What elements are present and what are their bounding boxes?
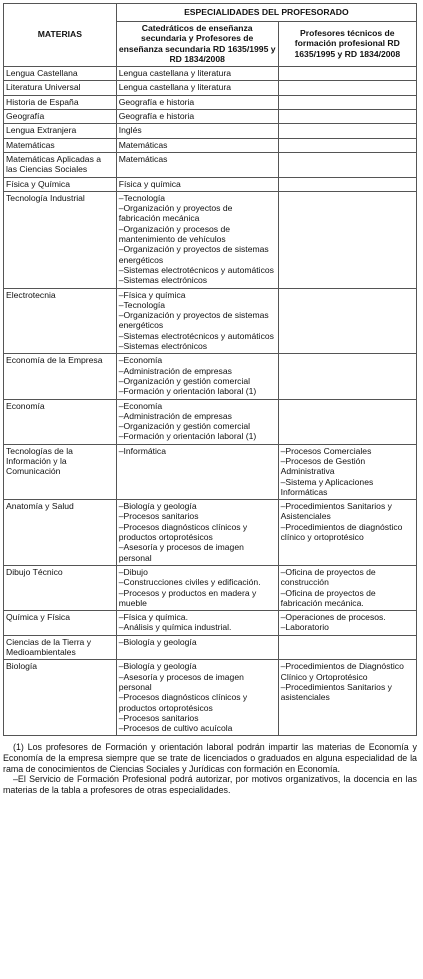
secundaria-line: –Biología y geología bbox=[118, 636, 197, 647]
table-body bbox=[4, 67, 417, 736]
materia-cell: Economía de la Empresa bbox=[4, 354, 117, 399]
secundaria-line: –Física y química bbox=[118, 289, 186, 300]
secundaria-line: Geografía e historia bbox=[118, 111, 195, 122]
secundaria-line: –Biología y geología bbox=[118, 501, 197, 512]
secundaria-line: –Administración de empresas bbox=[118, 365, 232, 376]
materia-cell: Literatura Universal bbox=[4, 81, 117, 95]
secundaria-line: –Asesoría y procesos de imagen personal bbox=[118, 671, 244, 692]
tecnicos-cell bbox=[278, 500, 416, 566]
materia-cell: Dibujo Técnico bbox=[4, 565, 117, 610]
secundaria-line: –Tecnología bbox=[118, 192, 166, 203]
secundaria-line: –Economía bbox=[118, 400, 163, 411]
secundaria-cell bbox=[116, 444, 278, 499]
table-row bbox=[4, 399, 417, 444]
materia-cell: Historia de España bbox=[4, 95, 117, 109]
table-row bbox=[4, 288, 417, 354]
materia-cell: Lengua Castellana bbox=[4, 67, 117, 81]
footnotes bbox=[3, 742, 417, 795]
secundaria-line: Lengua castellana y literatura bbox=[118, 68, 231, 79]
materia-cell: Matemáticas bbox=[4, 138, 117, 152]
secundaria-line: –Informática bbox=[118, 445, 167, 456]
secundaria-line: –Sistemas electrónicos bbox=[118, 275, 208, 286]
secundaria-cell bbox=[116, 138, 278, 152]
table-row bbox=[4, 152, 417, 177]
tecnicos-line: –Procedimientos de Diagnóstico Clínico y Ortoprotésico bbox=[280, 661, 404, 682]
secundaria-line: –Sistemas electrónicos bbox=[118, 341, 208, 352]
tecnicos-cell bbox=[278, 635, 416, 660]
secundaria-line: –Formación y orientación laboral (1) bbox=[118, 386, 257, 397]
tecnicos-line: –Procesos Comerciales bbox=[280, 445, 372, 456]
secundaria-line: –Procesos sanitarios bbox=[118, 511, 199, 522]
secundaria-line: –Organización y gestión comercial bbox=[118, 375, 251, 386]
specialties-table bbox=[3, 3, 417, 736]
materia-cell: Lengua Extranjera bbox=[4, 124, 117, 138]
table-row bbox=[4, 67, 417, 81]
footnote-1: (1) Los profesores de Formación y orientación laboral podrán impartir las materias de Economía y Economía de la empresa siempre que se trate de licenciados o graduados en alguna especialidad de la rama de conocimientos de Ciencias Sociales y Jurídicas con formación en Economía. bbox=[3, 742, 417, 774]
secundaria-line: –Procesos y productos en madera y mueble bbox=[118, 587, 257, 608]
secundaria-line: –Administración de empresas bbox=[118, 410, 232, 421]
tecnicos-cell bbox=[278, 152, 416, 177]
table-row bbox=[4, 565, 417, 610]
tecnicos-line: –Procedimientos de diagnóstico clínico y ortoprotésico bbox=[280, 521, 403, 543]
tecnicos-line: –Sistema y Aplicaciones Informáticas bbox=[280, 476, 374, 497]
tecnicos-cell bbox=[278, 191, 416, 288]
table-row bbox=[4, 500, 417, 566]
materia-cell: Matemáticas Aplicadas a las Ciencias Sociales bbox=[4, 152, 117, 177]
secundaria-cell bbox=[116, 354, 278, 399]
materia-cell: Biología bbox=[4, 660, 117, 736]
secundaria-line: –Procesos sanitarios bbox=[118, 712, 199, 723]
secundaria-line: Inglés bbox=[118, 125, 142, 136]
header-especialidades: ESPECIALIDADES DEL PROFESORADO bbox=[116, 4, 416, 22]
tecnicos-cell bbox=[278, 138, 416, 152]
secundaria-line: –Procesos diagnósticos clínicos y productos ortoprotésicos bbox=[118, 521, 248, 543]
table-header bbox=[4, 4, 417, 67]
materia-cell: Electrotecnia bbox=[4, 288, 117, 354]
table-row bbox=[4, 110, 417, 124]
document bbox=[3, 3, 417, 795]
materia-cell: Física y Química bbox=[4, 177, 117, 191]
secundaria-cell bbox=[116, 110, 278, 124]
secundaria-cell bbox=[116, 67, 278, 81]
secundaria-line: –Organización y proyectos de fabricación mecánica bbox=[118, 203, 233, 224]
table-row bbox=[4, 81, 417, 95]
header-secundaria: Catedráticos de enseñanza secundaria y Profesores de enseñanza secundaria RD 1635/1995 y RD 1834/2008 bbox=[116, 22, 278, 67]
tecnicos-cell bbox=[278, 288, 416, 354]
table-row bbox=[4, 611, 417, 636]
tecnicos-line: –Oficina de proyectos de fabricación mecánica. bbox=[280, 587, 376, 608]
secundaria-cell bbox=[116, 565, 278, 610]
table-row bbox=[4, 138, 417, 152]
secundaria-line: –Economía bbox=[118, 355, 163, 366]
table-row bbox=[4, 635, 417, 660]
secundaria-cell bbox=[116, 399, 278, 444]
header-tecnicos: Profesores técnicos de formación profesional RD 1635/1995 y RD 1834/2008 bbox=[278, 22, 416, 67]
table-row bbox=[4, 444, 417, 499]
secundaria-line: –Organización y proyectos de sistemas energéticos bbox=[118, 310, 269, 331]
secundaria-line: –Biología y geología bbox=[118, 661, 197, 672]
secundaria-line: –Procesos de cultivo acuícola bbox=[118, 723, 233, 734]
footnote-2: –El Servicio de Formación Profesional podrá autorizar, por motivos organizativos, la docencia en las materias de la tabla a profesores de otras especialidades. bbox=[3, 774, 417, 795]
secundaria-cell bbox=[116, 81, 278, 95]
secundaria-line: –Construcciones civiles y edificación. bbox=[118, 577, 261, 588]
secundaria-line: –Tecnología bbox=[118, 299, 166, 310]
secundaria-cell bbox=[116, 635, 278, 660]
secundaria-cell bbox=[116, 288, 278, 354]
secundaria-cell bbox=[116, 177, 278, 191]
tecnicos-cell bbox=[278, 354, 416, 399]
tecnicos-line: –Oficina de proyectos de construcción bbox=[280, 566, 376, 588]
secundaria-line: Física y química bbox=[118, 178, 181, 189]
tecnicos-cell bbox=[278, 67, 416, 81]
secundaria-line: Geografía e historia bbox=[118, 96, 195, 107]
tecnicos-cell bbox=[278, 81, 416, 95]
secundaria-line: –Dibujo bbox=[118, 566, 148, 577]
materia-cell: Anatomía y Salud bbox=[4, 500, 117, 566]
secundaria-line: –Sistemas electrotécnicos y automáticos bbox=[118, 264, 274, 275]
secundaria-line: –Organización y proyectos de sistemas energéticos bbox=[118, 244, 269, 265]
secundaria-cell bbox=[116, 611, 278, 636]
header-materias: MATERIAS bbox=[4, 4, 117, 67]
secundaria-line: Matemáticas bbox=[118, 153, 168, 164]
materia-cell: Geografía bbox=[4, 110, 117, 124]
tecnicos-line: –Procesos de Gestión Administrativa bbox=[280, 455, 366, 477]
materia-cell: Tecnologías de la Información y la Comunicación bbox=[4, 444, 117, 499]
materia-cell: Tecnología Industrial bbox=[4, 191, 117, 288]
tecnicos-cell bbox=[278, 95, 416, 109]
tecnicos-line: –Procedimientos Sanitarios y asistenciales bbox=[280, 681, 392, 703]
tecnicos-line: –Procedimientos Sanitarios y Asistenciales bbox=[280, 501, 392, 522]
tecnicos-line: –Laboratorio bbox=[280, 622, 329, 633]
secundaria-cell bbox=[116, 95, 278, 109]
secundaria-line: –Organización y procesos de mantenimiento de vehículos bbox=[118, 223, 231, 245]
materia-cell: Química y Física bbox=[4, 611, 117, 636]
secundaria-line: Matemáticas bbox=[118, 139, 168, 150]
secundaria-line: Lengua castellana y literatura bbox=[118, 82, 231, 93]
tecnicos-line: –Operaciones de procesos. bbox=[280, 612, 386, 623]
secundaria-line: –Asesoría y procesos de imagen personal bbox=[118, 542, 244, 563]
tecnicos-cell bbox=[278, 611, 416, 636]
tecnicos-cell bbox=[278, 444, 416, 499]
secundaria-line: –Análisis y química industrial. bbox=[118, 622, 232, 633]
tecnicos-cell bbox=[278, 399, 416, 444]
table-row bbox=[4, 191, 417, 288]
secundaria-cell bbox=[116, 191, 278, 288]
materia-cell: Economía bbox=[4, 399, 117, 444]
secundaria-line: –Física y química. bbox=[118, 612, 188, 623]
tecnicos-cell bbox=[278, 124, 416, 138]
secundaria-line: –Procesos diagnósticos clínicos y productos ortoprotésicos bbox=[118, 692, 248, 713]
secundaria-cell bbox=[116, 500, 278, 566]
table-row bbox=[4, 95, 417, 109]
secundaria-cell bbox=[116, 660, 278, 736]
tecnicos-cell bbox=[278, 177, 416, 191]
secundaria-line: –Organización y gestión comercial bbox=[118, 421, 251, 432]
table-row bbox=[4, 177, 417, 191]
tecnicos-cell bbox=[278, 565, 416, 610]
secundaria-line: –Formación y orientación laboral (1) bbox=[118, 431, 257, 442]
materia-cell: Ciencias de la Tierra y Medioambientales bbox=[4, 635, 117, 660]
tecnicos-cell bbox=[278, 110, 416, 124]
tecnicos-cell bbox=[278, 660, 416, 736]
table-row bbox=[4, 660, 417, 736]
table-row bbox=[4, 354, 417, 399]
secundaria-cell bbox=[116, 124, 278, 138]
secundaria-cell bbox=[116, 152, 278, 177]
secundaria-line: –Sistemas electrotécnicos y automáticos bbox=[118, 330, 274, 341]
table-row bbox=[4, 124, 417, 138]
